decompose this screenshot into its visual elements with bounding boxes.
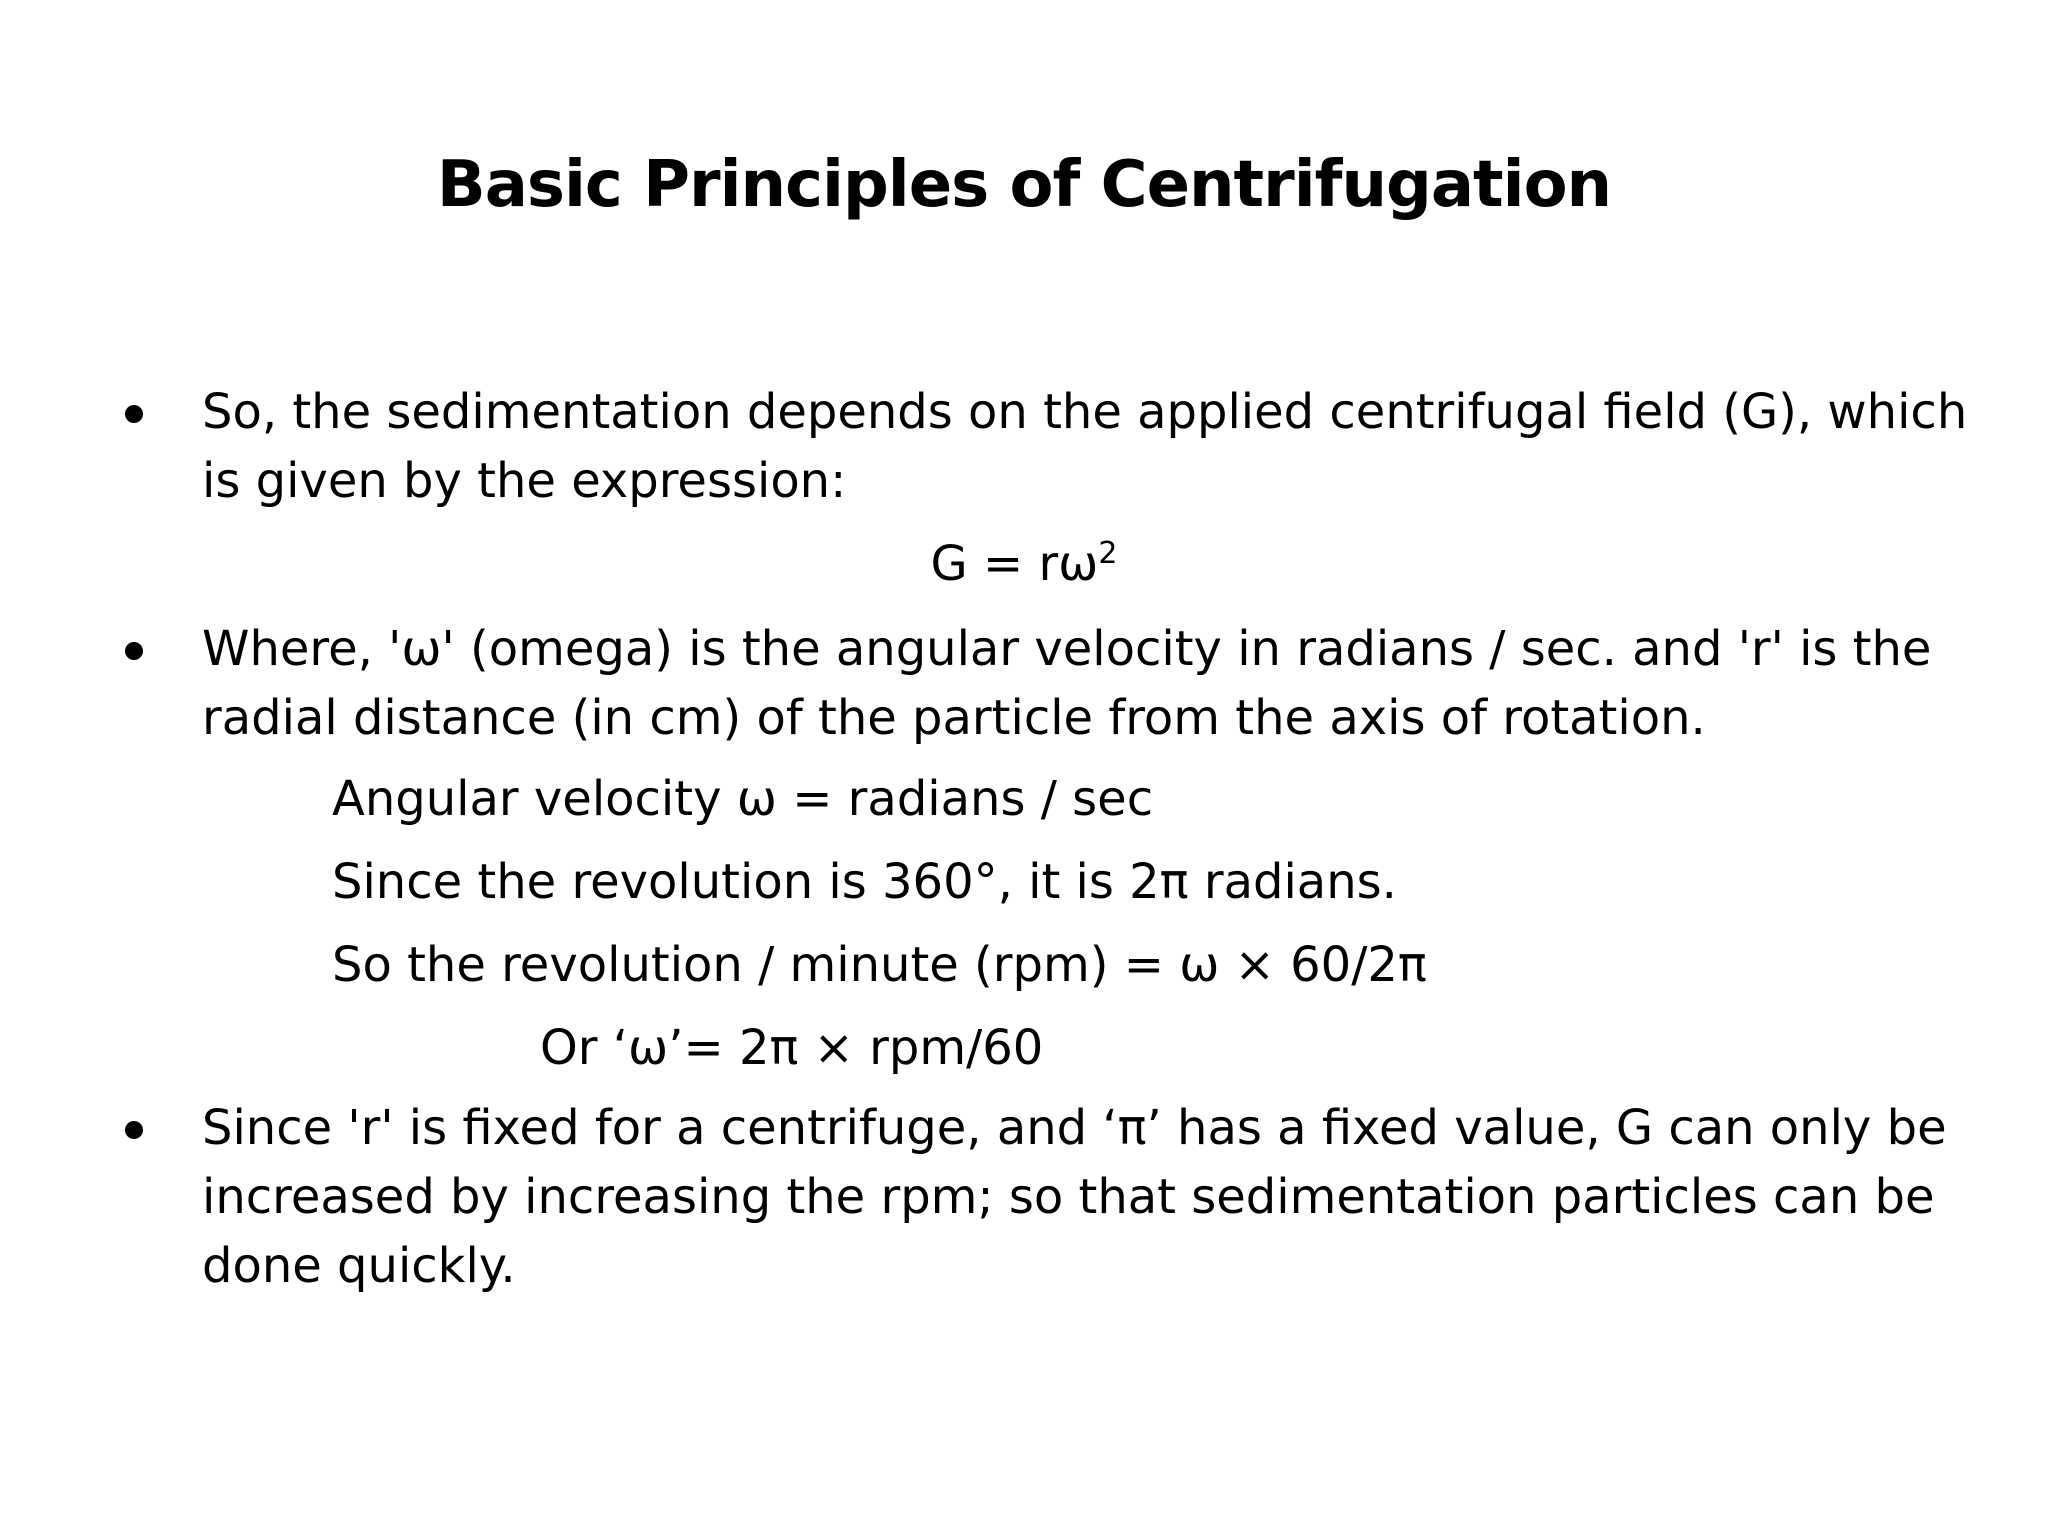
bullet-1-line-1: So, the sedimentation depends on the applied centrifugal field (G), which: [202, 384, 1968, 440]
rpm-line: So the revolution / minute (rpm) = ω × 60/2π: [332, 937, 1427, 993]
slide-title: Basic Principles of Centrifugation: [436, 148, 1612, 222]
bullet-marker: [125, 642, 143, 660]
bullet-3-line-3: done quickly.: [202, 1238, 516, 1294]
bullet-marker: [125, 1121, 143, 1139]
omega-formula-line: Or ‘ω’= 2π × rpm/60: [540, 1020, 1044, 1076]
bullet-2-line-1: Where, 'ω' (omega) is the angular velocity in radians / sec. and 'r' is the: [202, 621, 1932, 677]
formula-base: G = rω: [930, 536, 1099, 592]
bullet-3-line-1: Since 'r' is fixed for a centrifuge, and ‘π’ has a fixed value, G can only be: [202, 1100, 1947, 1156]
bullet-3-line-2: increased by increasing the rpm; so that sedimentation particles can be: [202, 1169, 1935, 1225]
bullet-1-line-2: is given by the expression:: [202, 453, 847, 509]
revolution-line: Since the revolution is 360°, it is 2π radians.: [332, 854, 1397, 910]
formula-exponent: 2: [1098, 536, 1118, 571]
bullet-marker: [125, 405, 143, 423]
angular-velocity-line: Angular velocity ω = radians / sec: [332, 771, 1154, 827]
centrifugal-field-formula: [0, 530, 2048, 599]
bullet-2-line-2: radial distance (in cm) of the particle from the axis of rotation.: [202, 690, 1706, 746]
